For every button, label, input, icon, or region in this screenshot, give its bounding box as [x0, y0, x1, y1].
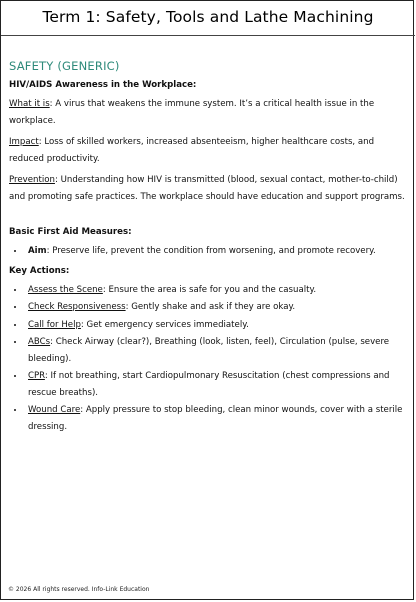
first-aid-heading: Basic First Aid Measures: [9, 227, 132, 237]
hiv-what-text: : A virus that weakens the immune system. It’s a critical health issue in the workplace. [9, 99, 375, 126]
list-item [25, 334, 407, 367]
action-label: Check Responsiveness [28, 302, 126, 312]
hiv-impact-label: Impact [9, 137, 39, 147]
hiv-heading: HIV/AIDS Awareness in the Workplace: [9, 80, 197, 90]
first-aid-list [9, 243, 407, 260]
list-item [25, 402, 407, 435]
action-label: Call for Help [28, 319, 81, 330]
hiv-prevention-text: : Understanding how HIV is transmitted (blood, sexual contact, mother-to-child) and promoting safe practices. The workplace should have education and support programs. [9, 175, 405, 202]
list-item [25, 282, 407, 299]
key-actions-heading: Key Actions: [9, 265, 70, 276]
page-title: Term 1: Safety, Tools and Lathe Machining [42, 8, 374, 26]
hiv-prevention-label: Prevention [9, 175, 55, 185]
hiv-impact-paragraph [9, 134, 407, 167]
action-text: : Get emergency services immediately. [80, 319, 249, 330]
action-text: : If not breathing, start Cardiopulmonary Resuscitation (chest compressions and rescue breaths). [28, 371, 390, 398]
hiv-prevention-paragraph [9, 172, 407, 205]
action-text: : Check Airway (clear?), Breathing (look, listen, feel), Circulation (pulse, severe bleeding). [28, 337, 390, 364]
page-content [9, 59, 407, 441]
hiv-what-label: What it is [9, 99, 50, 109]
aim-text: : Preserve life, prevent the condition from worsening, and promote recovery. [46, 246, 376, 256]
hiv-impact-text: : Loss of skilled workers, increased absenteeism, higher healthcare costs, and reduced productivity. [9, 137, 375, 164]
section-heading: SAFETY (GENERIC) [9, 59, 120, 73]
action-label: ABCs [28, 337, 51, 347]
title-divider [1, 35, 415, 36]
list-item [25, 243, 407, 260]
aim-label: Aim [28, 246, 47, 256]
list-item [25, 317, 407, 334]
key-actions-list [9, 282, 407, 436]
action-label: Assess the Scene [28, 284, 103, 295]
spacer [9, 210, 407, 227]
action-label: CPR [28, 371, 45, 381]
copyright-footer: © 2026 All rights reserved. Info-Link Education [8, 586, 150, 593]
list-item [25, 299, 407, 316]
hiv-what-paragraph [9, 96, 407, 129]
list-item [25, 368, 407, 401]
action-text: : Gently shake and ask if they are okay. [125, 302, 296, 312]
action-label: Wound Care [28, 405, 81, 415]
action-text: : Apply pressure to stop bleeding, clean minor wounds, cover with a sterile dressing. [28, 405, 403, 432]
action-text: : Ensure the area is safe for you and the casualty. [102, 284, 317, 295]
